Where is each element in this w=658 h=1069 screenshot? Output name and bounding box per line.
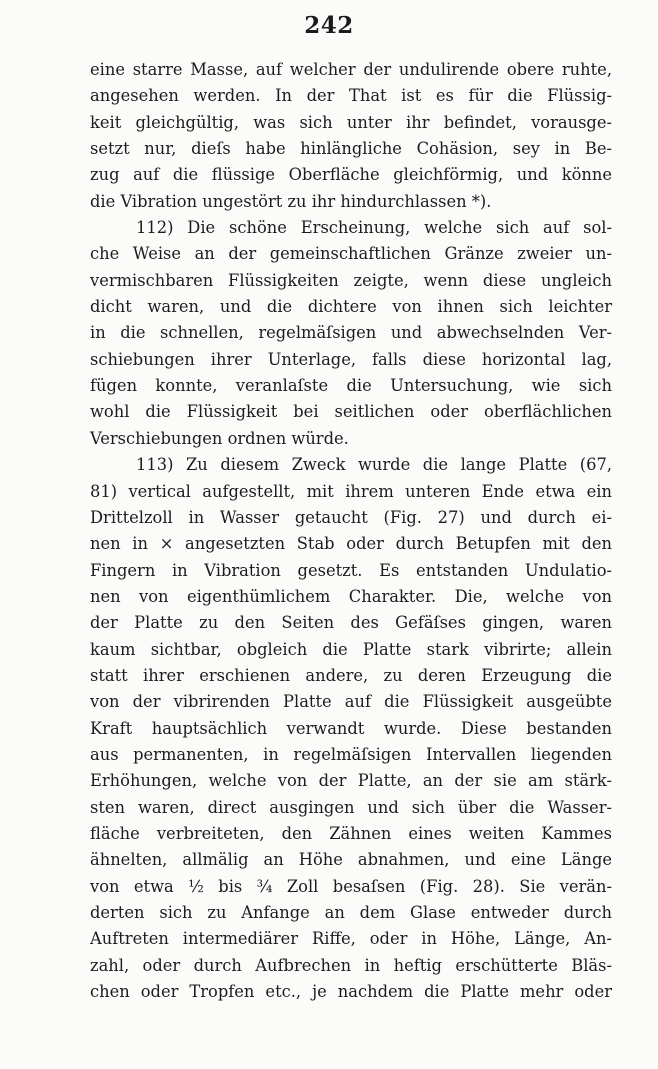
text-line: zahl, oder durch Aufbrechen in heftig erschütterte Bläs- — [90, 955, 612, 975]
text-line: die Vibration ungestört zu ihr hindurchlassen *). — [90, 191, 492, 211]
text-line: 113) Zu diesem Zweck wurde die lange Platte (67, — [136, 455, 612, 475]
text-line: in die schnellen, regelmäſsigen und abwechselnden Ver- — [90, 323, 612, 343]
text-line: 81) vertical aufgestellt, mit ihrem unteren Ende etwa ein — [90, 481, 612, 501]
text-line: kaum sichtbar, obgleich die Platte stark vibrirte; allein — [90, 639, 612, 659]
body-text — [90, 57, 612, 1005]
text-line: Verschiebungen ordnen würde. — [90, 428, 349, 448]
text-line: wohl die Flüssigkeit bei seitlichen oder oberflächlichen — [90, 402, 612, 422]
text-line: dicht waren, und die dichtere von ihnen sich leichter — [90, 297, 612, 317]
text-line: Drittelzoll in Wasser getaucht (Fig. 27) und durch ei- — [90, 507, 612, 527]
text-line: setzt nur, dieſs habe hinlängliche Cohäsion, sey in Be- — [90, 139, 612, 159]
text-line: schiebungen ihrer Unterlage, falls diese horizontal lag, — [90, 349, 612, 369]
text-line: Kraft hauptsächlich verwandt wurde. Diese bestanden — [90, 718, 612, 738]
text-line: derten sich zu Anfange an dem Glase entweder durch — [90, 903, 612, 922]
text-line: zug auf die flüssige Oberfläche gleichförmig, und könne — [90, 165, 612, 185]
text-line: vermischbaren Flüssigkeiten zeigte, wenn diese ungleich — [90, 270, 612, 290]
text-line: der Platte zu den Seiten des Gefäſses gingen, waren — [90, 613, 612, 633]
text-line: keit gleichgültig, was sich unter ihr befindet, vorausge- — [90, 112, 612, 132]
text-line: von der vibrirenden Platte auf die Flüssigkeit ausgeübte — [90, 692, 612, 712]
text-line: sten waren, direct ausgingen und sich über die Wasser- — [90, 797, 612, 817]
text-line: von etwa ½ bis ¾ Zoll besaſsen (Fig. 28). Sie verän- — [90, 876, 612, 896]
text-line: aus permanenten, in regelmäſsigen Intervallen liegenden — [90, 744, 612, 764]
text-line: ähnelten, allmälig an Höhe abnahmen, und eine Länge — [90, 850, 612, 870]
text-line: chen oder Tropfen etc., je nachdem die Platte mehr oder — [90, 982, 612, 1002]
text-line: fläche verbreiteten, den Zähnen eines weiten Kammes — [90, 823, 612, 843]
page-number: 242 — [304, 12, 354, 39]
text-line: che Weise an der gemeinschaftlichen Gränze zweier un- — [90, 244, 612, 264]
text-line: statt ihrer erschienen andere, zu deren Erzeugung die — [90, 665, 612, 685]
text-line: nen von eigenthümlichem Charakter. Die, welche von — [90, 586, 612, 606]
text-line: eine starre Masse, auf welcher der undulirende obere ruhte, — [90, 60, 612, 79]
text-line: Erhöhungen, welche von der Platte, an der sie am stärk- — [90, 771, 612, 791]
text-line: Fingern in Vibration gesetzt. Es entstanden Undulatio- — [90, 560, 612, 580]
text-line: Auftreten intermediärer Riffe, oder in Höhe, Länge, An- — [90, 929, 612, 949]
text-line: 112) Die schöne Erscheinung, welche sich auf sol- — [136, 218, 612, 238]
text-line: nen in × angesetzten Stab oder durch Betupfen mit den — [90, 534, 612, 554]
text-line: angesehen werden. In der That ist es für die Flüssig- — [90, 86, 612, 106]
text-line: fügen konnte, veranlaſste die Untersuchung, wie sich — [90, 376, 612, 396]
